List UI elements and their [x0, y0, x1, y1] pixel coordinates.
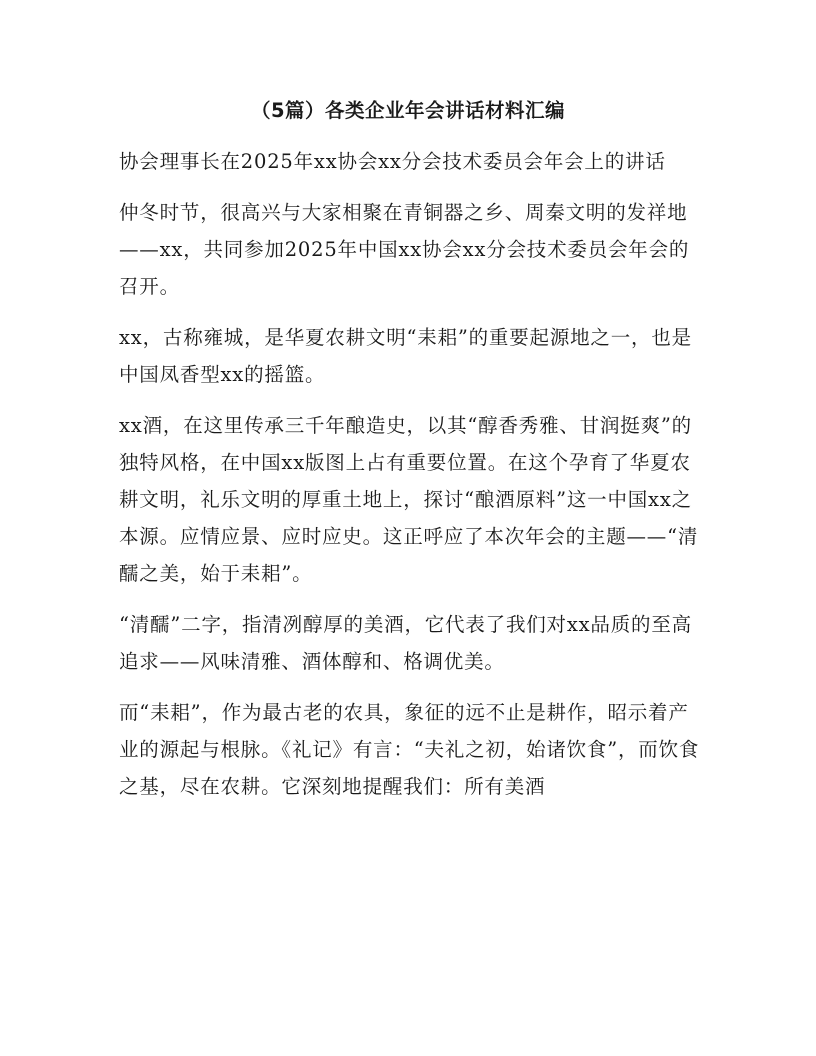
paragraph-qingyi: “清醹”二字，指清冽醇厚的美酒，它代表了我们对xx品质的至高追求——风味清雅、酒体醇和、格调优美。 — [119, 613, 692, 673]
document-title: （5篇）各类企业年会讲话材料汇编 — [250, 99, 566, 122]
paragraph-liquor-history: xx酒，在这里传承三千年酿造史，以其“醇香秀雅、甘润挺爽”的独特风格，在中国xx版图上占有重要位置。在这个孕育了华夏农耕文明，礼乐文明的厚重土地上，探讨“酿酒原料”这一中国xx之本源。应情应景、应时应史。这正呼应了本次年会的主题——“清醹之美，始于耒耜”。 — [119, 414, 699, 585]
paragraph-leisi: 而“耒耜”，作为最古老的农具，象征的远不止是耕作，昭示着产业的源起与根脉。《礼记》有言：“夫礼之初，始诸饮食”，而饮食之基，尽在农耕。它深刻地提醒我们：所有美酒 — [119, 701, 700, 798]
document-body — [119, 143, 705, 819]
paragraph-opening: 仲冬时节，很高兴与大家相聚在青铜器之乡、周秦文明的发祥地——xx，共同参加2025年中国xx协会xx分会技术委员会年会的召开。 — [119, 201, 690, 298]
paragraph-speech-heading: 协会理事长在2025年xx协会xx分会技术委员会年会上的讲话 — [119, 150, 666, 173]
paragraph-yongcheng: xx，古称雍城，是华夏农耕文明“耒耜”的重要起源地之一，也是中国凤香型xx的摇篮。 — [119, 326, 692, 386]
